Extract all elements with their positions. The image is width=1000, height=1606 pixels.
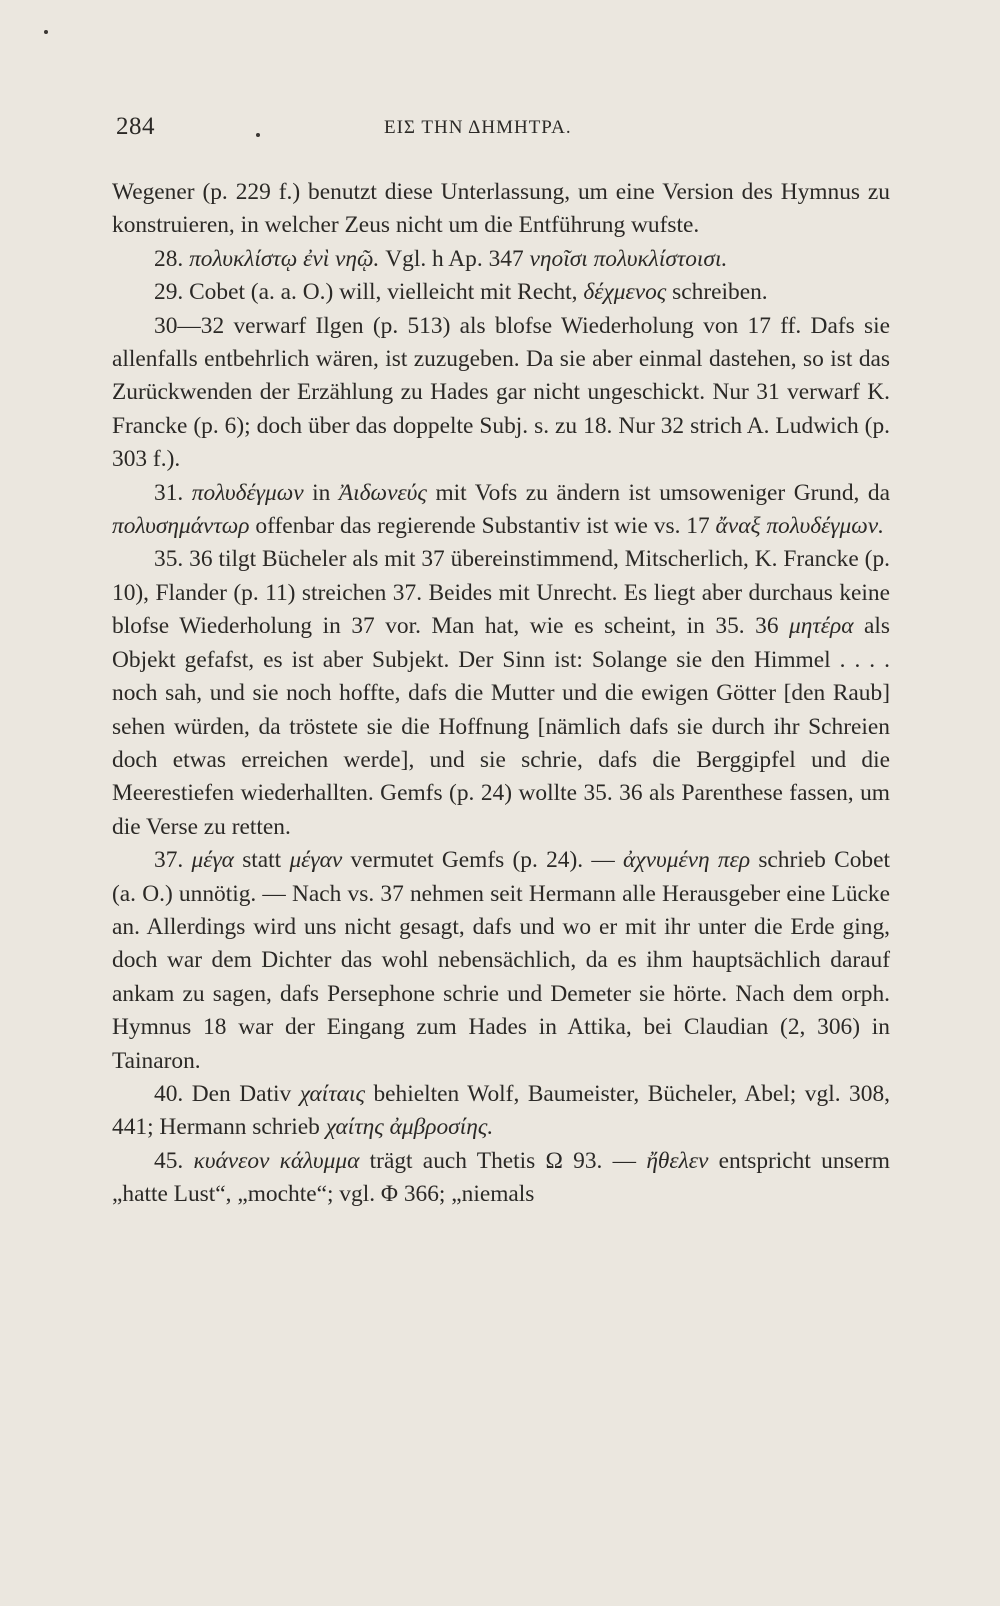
text-run: 35. 36 tilgt Bücheler als mit 37 übereinstimmend, Mitscherlich, K. Francke (p. 10), Flander (p. 11) streichen 37. Beides mit Unrecht. Es liegt aber durchaus keine blofse Wiederholung in 37 vor. Man hat, wie es scheint, in 35. 36 <box>112 546 890 640</box>
greek-quote: μέγαν <box>289 847 343 874</box>
greek-quote: μέγα <box>191 847 234 874</box>
text-run: statt <box>233 847 290 874</box>
body-text <box>112 176 890 1212</box>
greek-quote: ἤθελεν <box>646 1147 709 1174</box>
text-run: Vgl. h Ap. 347 <box>379 245 530 272</box>
speck-mark <box>44 30 48 34</box>
text-run: mit Vofs zu ändern ist umsoweniger Grund, da <box>426 479 890 506</box>
text-run: schrieb Cobet (a. O.) unnötig. — Nach vs. 37 nehmen seit Hermann alle Herausgeber eine Lücke an. Allerdings wird uns nicht gesagt, dafs und wo er mit ihr unter die Erde ging, doch war dem Dichter das wohl nebensächlich, da es ihm hauptsächlich darauf ankam zu sagen, dafs Persephone schrie und Demeter sie hörte. Nach dem orph. Hymnus 18 war der Eingang zum Hades in Attika, bei Claudian (2, 306) in Tainaron. <box>112 847 890 1074</box>
text-run: 30—32 verwarf Ilgen (p. 513) als blofse Wiederholung von 17 ff. Dafs sie allenfalls entbehrlich wären, ist zuzugeben. Da sie aber einmal dastehen, so ist das Zurückwenden der Erzählung zu Hades gar nicht ungeschickt. Nur 31 verwarf K. Francke (p. 6); doch über das doppelte Subj. s. zu 18. Nur 32 strich A. Ludwich (p. 303 f.). <box>112 312 890 473</box>
paragraph <box>112 276 890 309</box>
greek-quote: χαίταις <box>299 1080 365 1107</box>
greek-quote: κυάνεον κάλυμμα <box>193 1147 360 1174</box>
text-run: 37. <box>154 847 192 874</box>
greek-quote: μητέρα <box>789 613 854 640</box>
text-run: in <box>303 479 339 506</box>
paragraph <box>112 844 890 1078</box>
paragraph <box>112 310 890 477</box>
page-number: 284 <box>116 113 155 140</box>
text-run: entspricht unserm „hatte Lust“, „mochte“; vgl. Φ 366; „niemals <box>112 1147 890 1208</box>
paragraph <box>112 477 890 544</box>
text-run: 40. Den Dativ <box>154 1080 300 1107</box>
paragraph <box>112 543 890 844</box>
running-title: ΕΙΣ ΤΗΝ ΔΗΜΗΤΡΑ. <box>384 117 572 138</box>
page-header <box>116 113 890 153</box>
text-run: schreiben. <box>666 279 768 306</box>
text-run: 45. <box>154 1147 194 1174</box>
text-run: trägt auch Thetis Ω 93. — <box>359 1147 647 1174</box>
greek-quote: χαίτης ἀμβροσίης. <box>325 1114 494 1141</box>
paragraph <box>112 176 890 243</box>
greek-quote: ἄναξ πολυδέγμων. <box>715 513 885 540</box>
text-run: 29. Cobet (a. a. O.) will, vielleicht mit Recht, <box>154 279 584 306</box>
greek-quote: νηοῖσι πολυκλίστοισι. <box>529 245 728 272</box>
text-run: 31. <box>154 479 192 506</box>
paragraph <box>112 243 890 276</box>
greek-quote: πολυδέγμων <box>191 479 304 506</box>
greek-quote: δέχμενος <box>583 279 667 306</box>
greek-quote: πολυκλίστῳ ἐνὶ νηῷ. <box>189 245 380 272</box>
greek-quote: πολυσημάντωρ <box>112 513 250 540</box>
text-run: 28. <box>154 245 190 272</box>
paragraph <box>112 1078 890 1145</box>
text-run: offenbar das regierende Substantiv ist wie vs. 17 <box>249 513 716 540</box>
text-run: behielten Wolf, Baumeister, Bücheler, Abel; vgl. 308, 441; Hermann schrieb <box>112 1080 890 1141</box>
greek-quote: ἀχνυμένη περ <box>623 847 751 874</box>
greek-quote: Ἀιδωνεύς <box>338 479 427 506</box>
text-run: als Objekt gefafst, es ist aber Subjekt. Der Sinn ist: Solange sie den Himmel . . . . noch sah, und sie noch hoffte, dafs die Mutter und die ewigen Götter [den Raub] sehen würden, da tröstete sie die Hoffnung [nämlich dafs sie durch ihr Schreien doch etwas erreichen werde], und sie schrie, dafs die Berggipfel und die Meerestiefen wiederhallten. Gemfs (p. 24) wollte 35. 36 als Parenthese fassen, um die Verse zu retten. <box>112 613 890 840</box>
text-run: Wegener (p. 229 f.) benutzt diese Unterlassung, um eine Version des Hymnus zu konstruieren, in welcher Zeus nicht um die Entführung wufste. <box>112 179 890 239</box>
text-run: vermutet Gemfs (p. 24). — <box>342 847 624 874</box>
paragraph <box>112 1145 890 1212</box>
